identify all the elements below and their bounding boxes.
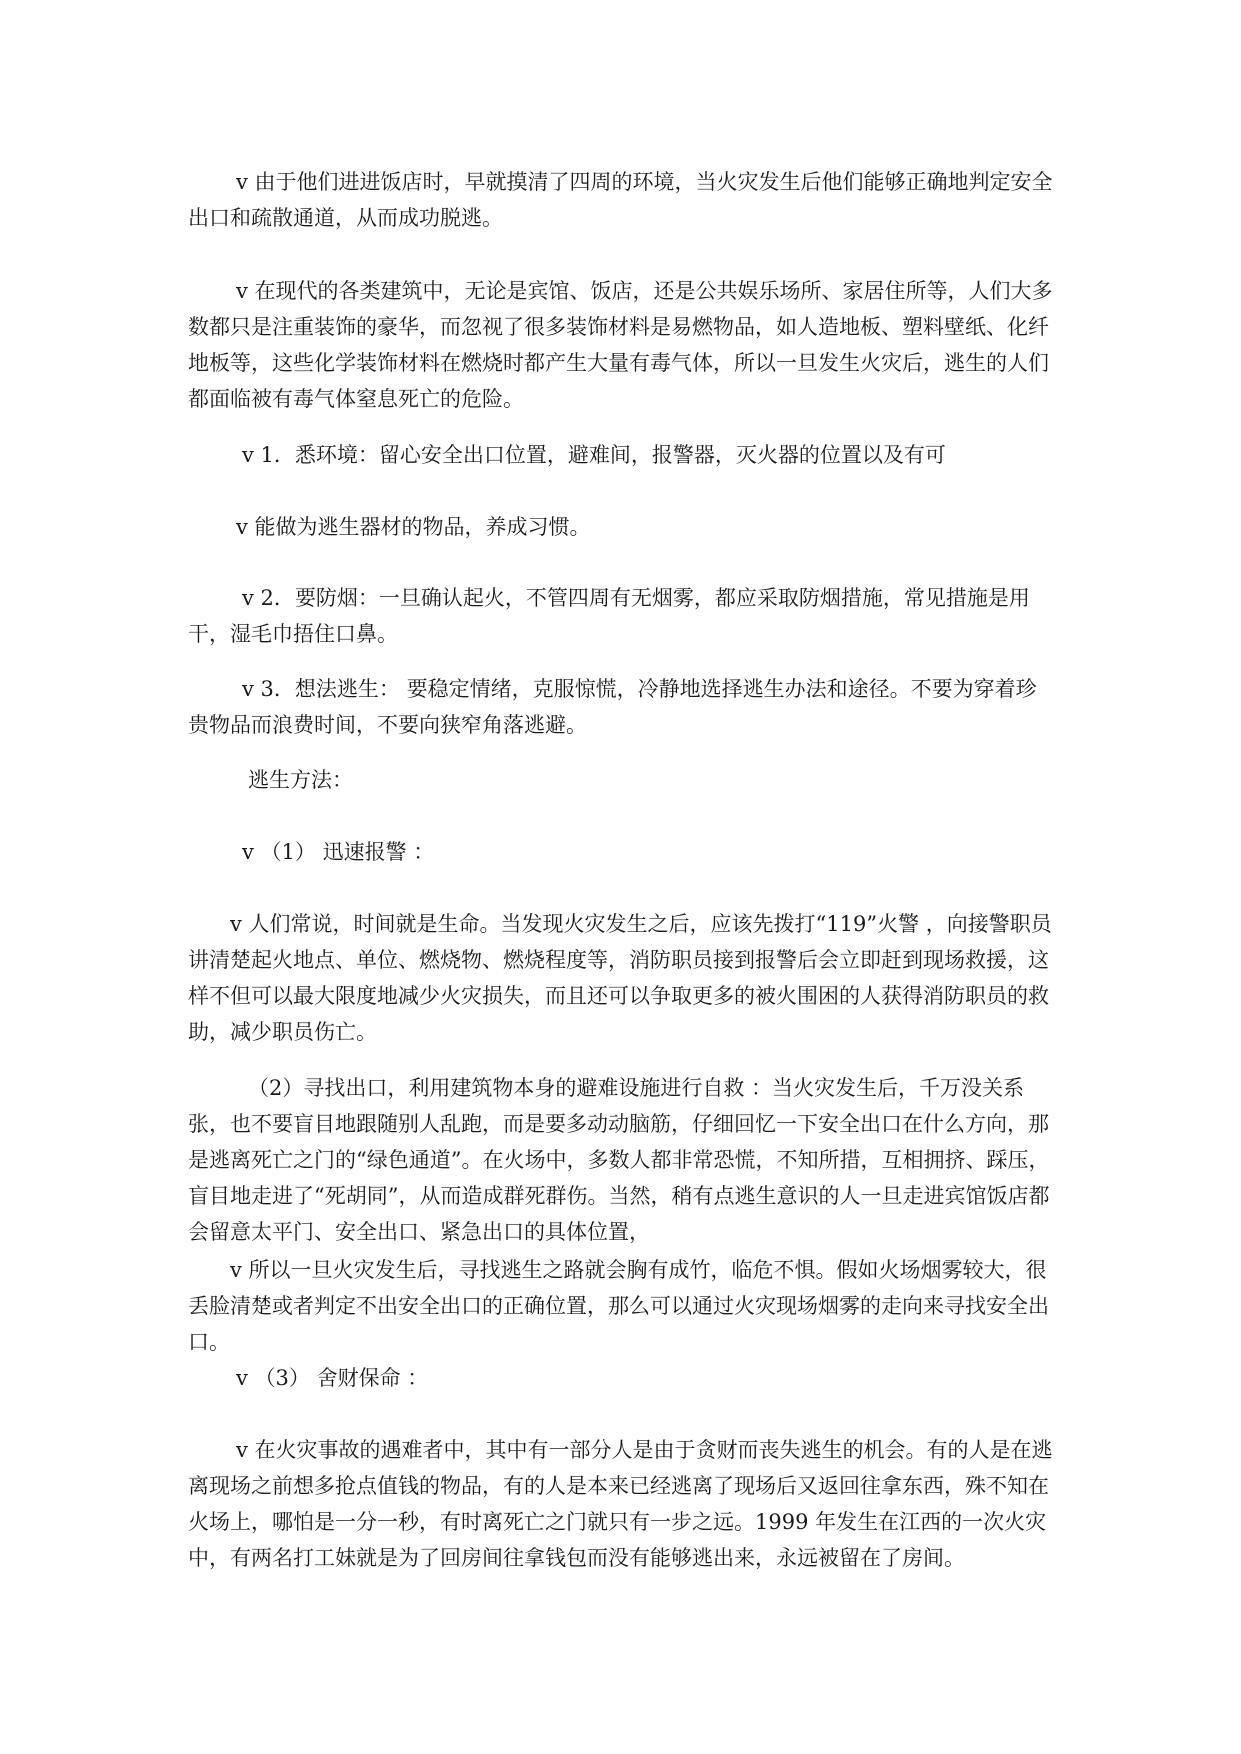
paragraph-call-119: v 人们常说，时间就是生命。当发现火灾发生之后，应该先拨打“119”火警 ，向接警职员讲清楚起火地点、单位、燃烧物、燃烧程度等，消防职员接到报警后会立即赶到现场救援，这样不但可以最大限度地减少火灾损失，而且还可以争取更多的被火围困的人获得消防职员的救助，减少职员伤亡。	[188, 912, 1052, 1044]
paragraph-point-1-know-environment: v 1．悉环境：留心安全出口位置，避难间，报警器，灭火器的位置以及有可	[242, 443, 946, 467]
paragraph-follow-smoke-direction: v 所以一旦火灾发生后，寻找逃生之路就会胸有成竹，临危不惧。假如火场烟雾较大，很丢脸清楚或者判定不出安全出口的正确位置，那么可以通过火灾现场烟雾的走向来寻找安全出口。	[188, 1258, 1049, 1354]
subheading-method-1-report-fire: v （1） 迅速报警 ：	[242, 840, 435, 864]
subheading-method-3-abandon-property: v （3） 舍财保命 ：	[236, 1366, 429, 1390]
paragraph-greed-loses-lives: v 在火灾事故的遇难者中，其中有一部分人是由于贪财而丧失逃生的机会。有的人是在逃离现场之前想多抢点值钱的物品，有的人是本来已经逃离了现场后又返回往拿东西，殊不知在火场上，哪怕是一分一秒，有时离死亡之门就只有一步之远。1999 年发生在江西的一次火灾中，有两名打工妹就是为了回房间往拿钱包而没有能够逃出来，永远被留在了房间。	[188, 1438, 1053, 1570]
paragraph-escape-equipment-habit: v 能做为逃生器材的物品，养成习惯。	[236, 515, 591, 539]
paragraph-point-2-smoke-protection: v 2．要防烟：一旦确认起火，不管四周有无烟雾，都应采取防烟措施，常见措施是用干，湿毛巾捂住口鼻。	[188, 586, 1030, 646]
heading-escape-methods: 逃生方法：	[248, 768, 353, 792]
paragraph-decoration-materials-hazard: v 在现代的各类建筑中，无论是宾馆、饭店，还是公共娱乐场所、家居住所等，人们大多数都只是注重装饰的豪华，而忽视了很多装饰材料是易燃物品，如人造地板、塑料壁纸、化纤地板等，这些化学装饰材料在燃烧时都产生大量有毒气体，所以一旦发生火灾后，逃生的人们都面临被有毒气体窒息死亡的危险。	[188, 279, 1053, 411]
paragraph-safe-exit-familiarity: v 由于他们进进饭店时，早就摸清了四周的环境，当火灾发生后他们能够正确地判定安全出口和疏散通道，从而成功脱逃。	[188, 170, 1053, 230]
paragraph-method-2-find-exit: （2）寻找出口，利用建筑物本身的避难设施进行自救 ：当火灾发生后，千万没关系张，也不要盲目地跟随别人乱跑，而是要多动动脑筋，仔细回忆一下安全出口在什么方向，那是逃离死亡之门的“绿色通道”。在火场中，多数人都非常恐慌，不知所措，互相拥挤、踩压，盲目地走进了“死胡同”，从而造成群死群伤。当然，稍有点逃生意识的人一旦走进宾馆饭店都会留意太平门、安全出口、紧急出口的具体位置，	[188, 1076, 1050, 1244]
paragraph-point-3-escape-calmly: v 3．想法逃生： 要稳定情绪，克服惊慌，冷静地选择逃生办法和途径。不要为穿着珍贵物品而浪费时间，不要向狭窄角落逃避。	[188, 677, 1037, 737]
